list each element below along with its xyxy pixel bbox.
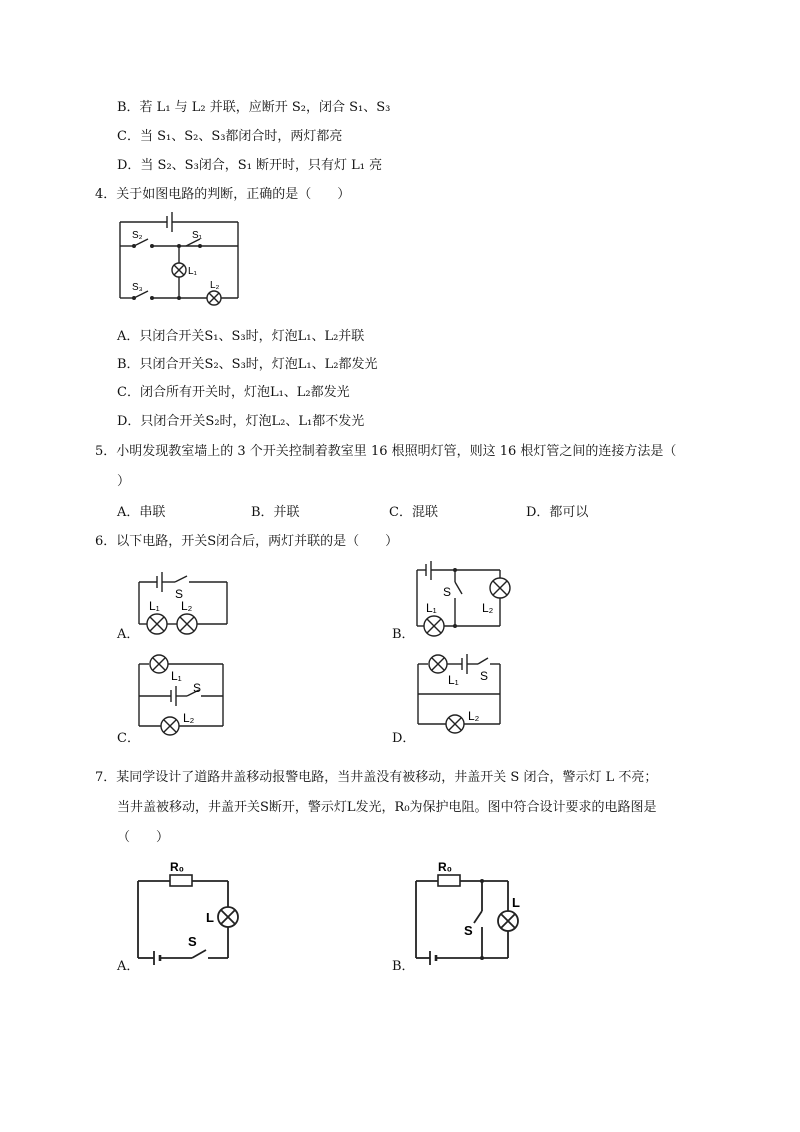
q4-stem: 4．关于如图电路的判断，正确的是（ ） (95, 187, 351, 202)
q7-circuit-b (410, 855, 525, 970)
q4-option-d: D．只闭合开关S₂时，灯泡L₂、L₁都不发光 (117, 414, 365, 429)
q3-option-c: C．当 S₁、S₂、S₃都闭合时，两灯都亮 (117, 129, 343, 144)
q4-label-s2: S₂ (132, 230, 143, 241)
q7b-label-s: S (464, 923, 473, 938)
q5-option-a: A．串联 (117, 505, 166, 520)
q6a-label-s: S (175, 587, 184, 601)
q4-label-l1: L₁ (188, 266, 197, 277)
q6-stem: 6．以下电路，开关S闭合后，两灯并联的是（ ） (95, 534, 399, 549)
q6a-label-l2: L₂ (181, 599, 193, 613)
q6d-label-l1: L₁ (448, 673, 459, 687)
q4-option-a: A．只闭合开关S₁、S₃时，灯泡L₁、L₂并联 (117, 329, 365, 344)
q4-option-c: C．闭合所有开关时，灯泡L₁、L₂都发光 (117, 385, 350, 400)
q7b-label-r0: R₀ (438, 860, 453, 874)
q6-label-d: D． (392, 731, 416, 746)
q6-label-c: C． (117, 731, 140, 746)
q6-label-a: A． (117, 627, 140, 642)
q6c-label-l2: L₂ (183, 711, 195, 725)
q4-circuit-diagram (112, 208, 247, 308)
q6-circuit-a (135, 570, 235, 640)
q4-label-l2: L₂ (210, 280, 220, 291)
q5-option-d: D．都可以 (526, 505, 589, 520)
q7-label-a: A． (117, 959, 140, 974)
q7-stem-line3: （ ） (117, 830, 170, 845)
q6a-label-l1: L₁ (149, 599, 160, 613)
q6c-label-l1: L₁ (171, 669, 182, 683)
q6-circuit-b (412, 560, 512, 640)
q4-label-s3: S₃ (132, 282, 143, 293)
q6d-label-s: S (480, 669, 489, 683)
q6c-label-s: S (193, 681, 202, 695)
q7-stem-line2: 当井盖被移动，井盖开关S断开，警示灯L发光，R₀为保护电阻。图中符合设计要求的电路图是 (117, 800, 657, 815)
q7a-label-s: S (188, 934, 197, 949)
q5-option-b: B．并联 (251, 505, 300, 520)
q6-label-b: B． (392, 627, 415, 642)
q7a-label-l: L (206, 910, 214, 925)
q7-label-b: B． (392, 959, 415, 974)
q6b-label-l2: L₂ (482, 601, 494, 615)
q7a-label-r0: R₀ (170, 860, 185, 874)
q6-circuit-d (412, 650, 512, 744)
q7-circuit-a (130, 855, 240, 970)
q7-stem-line1: 7．某同学设计了道路井盖移动报警电路，当井盖没有被移动，井盖开关 S 闭合，警示灯 L 不亮； (95, 770, 658, 785)
q6-circuit-c (135, 652, 235, 744)
q6d-label-l2: L₂ (468, 709, 480, 723)
q6b-label-s: S (443, 585, 452, 599)
q3-option-b: B．若 L₁ 与 L₂ 并联，应断开 S₂，闭合 S₁、S₃ (117, 100, 391, 115)
q5-stem-line2: ） (117, 474, 131, 489)
q5-stem-line1: 5．小明发现教室墙上的 3 个开关控制着教室里 16 根照明灯管，则这 16 根灯管之间的连接方法是（ (95, 444, 677, 459)
q6b-label-l1: L₁ (426, 601, 437, 615)
q4-label-s1: S₁ (192, 230, 203, 241)
q5-option-c: C．混联 (389, 505, 438, 520)
q3-option-d: D．当 S₂、S₃闭合，S₁ 断开时，只有灯 L₁ 亮 (117, 158, 383, 173)
q7b-label-l: L (512, 895, 520, 910)
q4-option-b: B．只闭合开关S₂、S₃时，灯泡L₁、L₂都发光 (117, 357, 378, 372)
